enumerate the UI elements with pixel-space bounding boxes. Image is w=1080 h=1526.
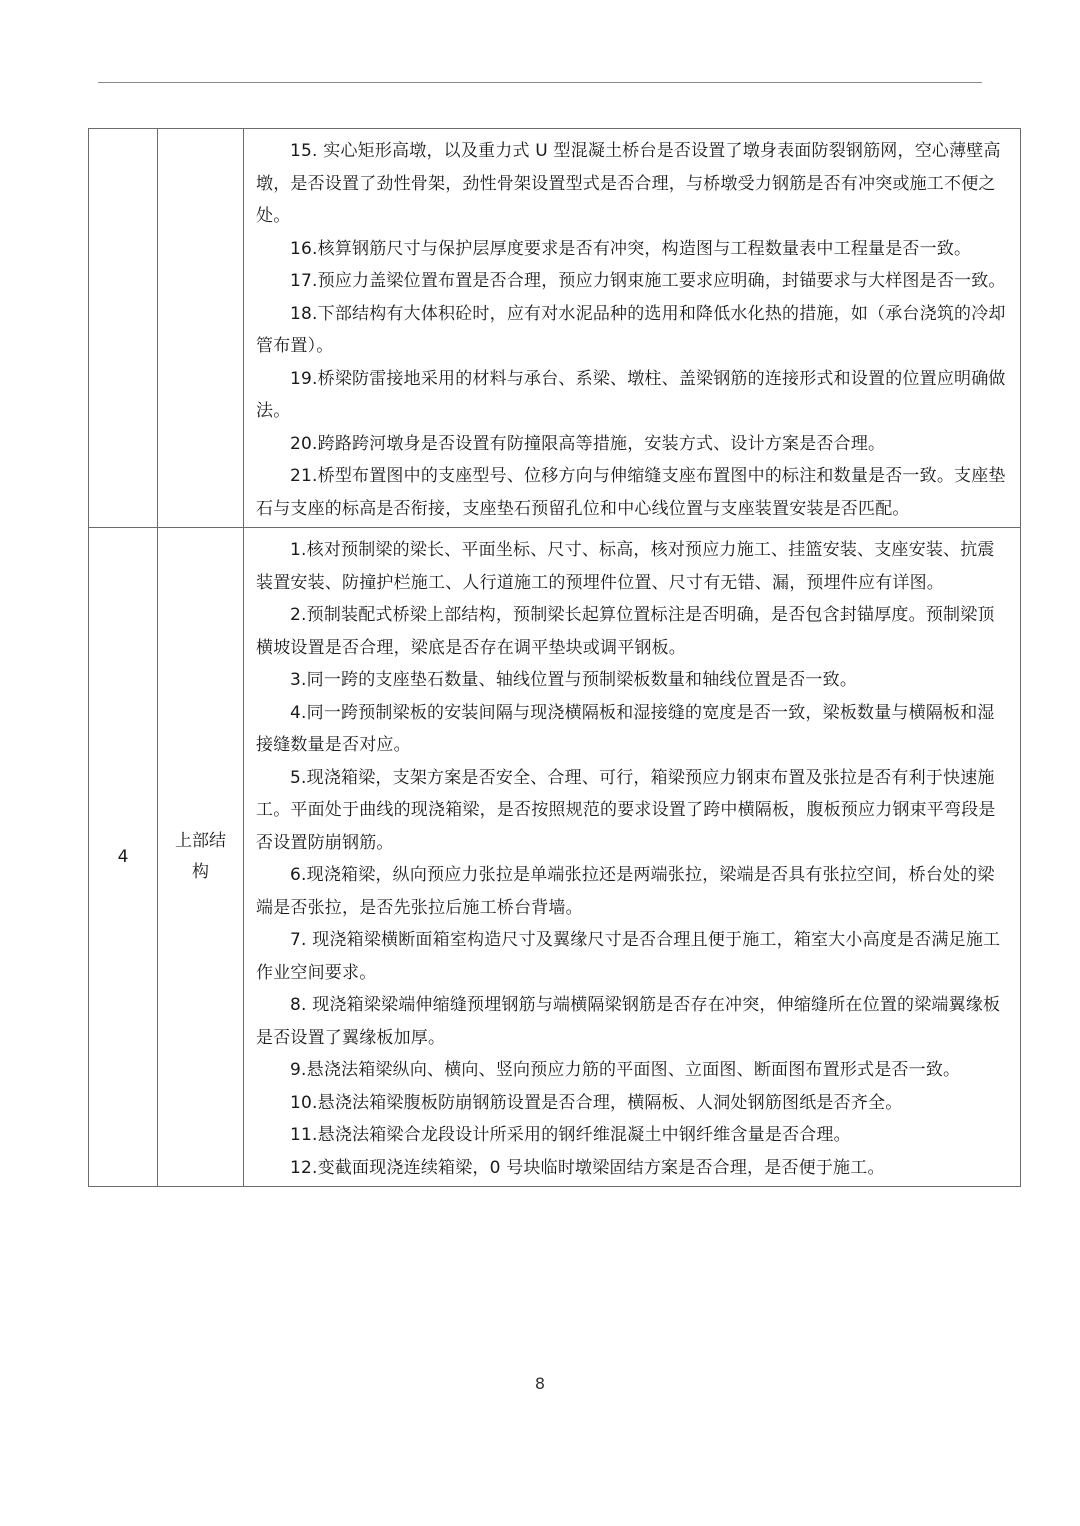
check-item-5: 5.现浇箱梁，支架方案是否安全、合理、可行，箱梁预应力钢束布置及张拉是否有利于快速施工。平面处于曲线的现浇箱梁，是否按照规范的要求设置了跨中横隔板，腹板预应力钢束平弯段是否设置防崩钢筋。 — [256, 767, 996, 853]
check-item-10: 10.悬浇法箱梁腹板防崩钢筋设置是否合理，横隔板、人洞处钢筋图纸是否齐全。 — [290, 1092, 903, 1113]
review-checklist-table — [88, 128, 1021, 1187]
check-item-20: 20.跨路跨河墩身是否设置有防撞限高等措施，安装方式、设计方案是否合理。 — [290, 433, 886, 454]
header-rule — [98, 82, 982, 83]
check-item-17: 17.预应力盖梁位置布置是否合理，预应力钢束施工要求应明确，封锚要求与大样图是否一致。 — [290, 271, 1006, 291]
page-number: 8 — [534, 1374, 546, 1393]
category-label: 上部结构 — [175, 831, 226, 882]
category-cell — [158, 528, 244, 1187]
check-item-2: 2.预制装配式桥梁上部结构，预制梁长起算位置标注是否明确，是否包含封锚厚度。预制梁顶横坡设置是否合理，梁底是否存在调平垫块或调平钢板。 — [256, 605, 995, 658]
check-item-7: 7. 现浇箱梁横断面箱室构造尺寸及翼缘尺寸是否合理且便于施工，箱室大小高度是否满足施工作业空间要求。 — [256, 930, 1001, 983]
check-item-3: 3.同一跨的支座垫石数量、轴线位置与预制梁板数量和轴线位置是否一致。 — [290, 670, 858, 690]
check-item-18: 18.下部结构有大体积砼时，应有对水泥品种的选用和降低水化热的措施，如（承台浇筑的冷却管布置）。 — [256, 303, 1006, 356]
check-item-9: 9.悬浇法箱梁纵向、横向、竖向预应力筋的平面图、立面图、断面图布置形式是否一致。 — [290, 1060, 961, 1080]
check-item-8: 8. 现浇箱梁梁端伸缩缝预埋钢筋与端横隔梁钢筋是否存在冲突，伸缩缝所在位置的梁端翼缘板是否设置了翼缘板加厚。 — [256, 995, 1001, 1048]
check-item-21: 21.桥型布置图中的支座型号、位移方向与伸缩缝支座布置图中的标注和数量是否一致。支座垫石与支座的标高是否衔接，支座垫石预留孔位和中心线位置与支座装置安装是否匹配。 — [256, 466, 1006, 519]
check-item-11: 11.悬浇法箱梁合龙段设计所采用的钢纤维混凝土中钢纤维含量是否合理。 — [290, 1125, 851, 1145]
content-cell — [244, 528, 1021, 1187]
table-row-section-3-continued — [89, 129, 1021, 528]
category-cell — [158, 129, 244, 528]
check-item-12: 12.变截面现浇连续箱梁，0 号块临时墩梁固结方案是否合理，是否便于施工。 — [290, 1157, 885, 1178]
table-row-section-4 — [89, 528, 1021, 1187]
check-item-6: 6.现浇箱梁，纵向预应力张拉是单端张拉还是两端张拉，梁端是否具有张拉空间，桥台处的梁端是否张拉，是否先张拉后施工桥台背墙。 — [256, 865, 995, 918]
content-cell — [244, 129, 1021, 528]
check-item-16: 16.核算钢筋尺寸与保护层厚度要求是否有冲突，构造图与工程数量表中工程量是否一致。 — [290, 238, 972, 259]
check-item-15: 15. 实心矩形高墩，以及重力式 U 型混凝土桥台是否设置了墩身表面防裂钢筋网，空心薄壁高墩，是否设置了劲性骨架，劲性骨架设置型式是否合理，与桥墩受力钢筋是否有冲突或施工不便之处。 — [256, 141, 1001, 226]
row-number-cell — [89, 129, 158, 528]
row-number-cell: 4 — [89, 528, 158, 1187]
check-item-4: 4.同一跨预制梁板的安装间隔与现浇横隔板和湿接缝的宽度是否一致，梁板数量与横隔板和湿接缝数量是否对应。 — [256, 702, 995, 755]
check-item-19: 19.桥梁防雷接地采用的材料与承台、系梁、墩柱、盖梁钢筋的连接形式和设置的位置应明确做法。 — [256, 368, 1006, 421]
check-item-1: 1.核对预制梁的梁长、平面坐标、尺寸、标高，核对预应力施工、挂篮安装、支座安装、抗震装置安装、防撞护栏施工、人行道施工的预埋件位置、尺寸有无错、漏，预埋件应有详图。 — [256, 540, 995, 593]
